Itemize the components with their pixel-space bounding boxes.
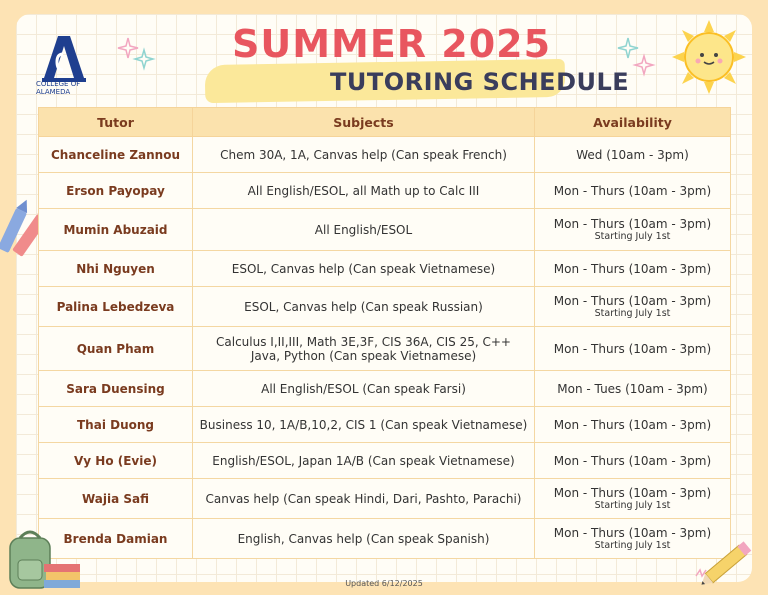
sun-icon [670, 18, 748, 96]
table-row [39, 137, 731, 173]
page-title: SUMMER 2025 [232, 22, 552, 66]
table-row [39, 287, 731, 327]
table-header-row [39, 108, 731, 137]
tutor-name: Mumin Abuzaid [39, 209, 193, 251]
tutor-subjects: Canvas help (Can speak Hindi, Dari, Pashto, Parachi) [193, 479, 535, 519]
table-row [39, 407, 731, 443]
tutor-subjects: ESOL, Canvas help (Can speak Vietnamese) [193, 251, 535, 287]
tutor-name: Wajia Safi [39, 479, 193, 519]
tutor-availability: Mon - Thurs (10am - 3pm) [553, 486, 712, 500]
tutor-subjects: Calculus I,II,III, Math 3E,3F, CIS 36A, CIS 25, C++ [216, 334, 511, 349]
tutor-name: Brenda Damian [39, 519, 193, 559]
tutor-availability: Mon - Thurs (10am - 3pm) [553, 294, 712, 308]
tutor-availability: Mon - Thurs (10am - 3pm) [553, 217, 712, 231]
updated-date: Updated 6/12/2025 [345, 579, 423, 588]
tutor-subjects: ESOL, Canvas help (Can speak Russian) [193, 287, 535, 327]
tutor-subjects-cell [193, 327, 535, 371]
availability-note: Starting July 1st [594, 540, 671, 551]
tutor-availability: Mon - Thurs (10am - 3pm) [535, 251, 731, 287]
tutor-name: Erson Payopay [39, 173, 193, 209]
table-row [39, 479, 731, 519]
tutoring-schedule-table [38, 107, 731, 559]
tutor-availability: Wed (10am - 3pm) [535, 137, 731, 173]
column-header-subjects: Subjects [193, 108, 535, 137]
logo-text: COLLEGE OF ALAMEDA [36, 80, 81, 96]
tutor-subjects: English, Canvas help (Can speak Spanish) [193, 519, 535, 559]
table-row [39, 519, 731, 559]
tutor-name: Quan Pham [39, 327, 193, 371]
tutor-subjects: English/ESOL, Japan 1A/B (Can speak Vietnamese) [193, 443, 535, 479]
table-row [39, 209, 731, 251]
tutor-name: Thai Duong [39, 407, 193, 443]
tutor-availability: Mon - Thurs (10am - 3pm) [553, 526, 712, 540]
availability-note: Starting July 1st [594, 500, 671, 511]
tutor-name: Nhi Nguyen [39, 251, 193, 287]
tutor-availability-cell [535, 209, 731, 251]
tutor-subjects: All English/ESOL (Can speak Farsi) [193, 371, 535, 407]
tutor-availability: Mon - Tues (10am - 3pm) [535, 371, 731, 407]
tutor-name: Palina Lebedzeva [39, 287, 193, 327]
table-row [39, 443, 731, 479]
tutor-name: Vy Ho (Evie) [39, 443, 193, 479]
tutor-availability: Mon - Thurs (10am - 3pm) [535, 407, 731, 443]
sparkle-icon [614, 34, 658, 78]
table-row [39, 251, 731, 287]
tutor-availability: Mon - Thurs (10am - 3pm) [535, 443, 731, 479]
table-row [39, 173, 731, 209]
table-row [39, 371, 731, 407]
tutor-availability-cell [535, 479, 731, 519]
column-header-tutor: Tutor [39, 108, 193, 137]
column-header-availability: Availability [535, 108, 731, 137]
table-row [39, 327, 731, 371]
tutor-subjects: Business 10, 1A/B,10,2, CIS 1 (Can speak Vietnamese) [193, 407, 535, 443]
page-subtitle: TUTORING SCHEDULE [330, 68, 630, 96]
tutor-subjects: All English/ESOL [193, 209, 535, 251]
tutor-subjects-line2: Java, Python (Can speak Vietnamese) [250, 348, 477, 363]
tutor-availability-cell [535, 287, 731, 327]
tutor-name: Chanceline Zannou [39, 137, 193, 173]
tutor-availability: Mon - Thurs (10am - 3pm) [535, 173, 731, 209]
tutor-availability: Mon - Thurs (10am - 3pm) [535, 327, 731, 371]
availability-note: Starting July 1st [594, 308, 671, 319]
tutor-name: Sara Duensing [39, 371, 193, 407]
tutor-subjects: Chem 30A, 1A, Canvas help (Can speak French) [193, 137, 535, 173]
tutor-subjects: All English/ESOL, all Math up to Calc III [193, 173, 535, 209]
sparkle-icon [116, 36, 156, 76]
availability-note: Starting July 1st [594, 231, 671, 242]
